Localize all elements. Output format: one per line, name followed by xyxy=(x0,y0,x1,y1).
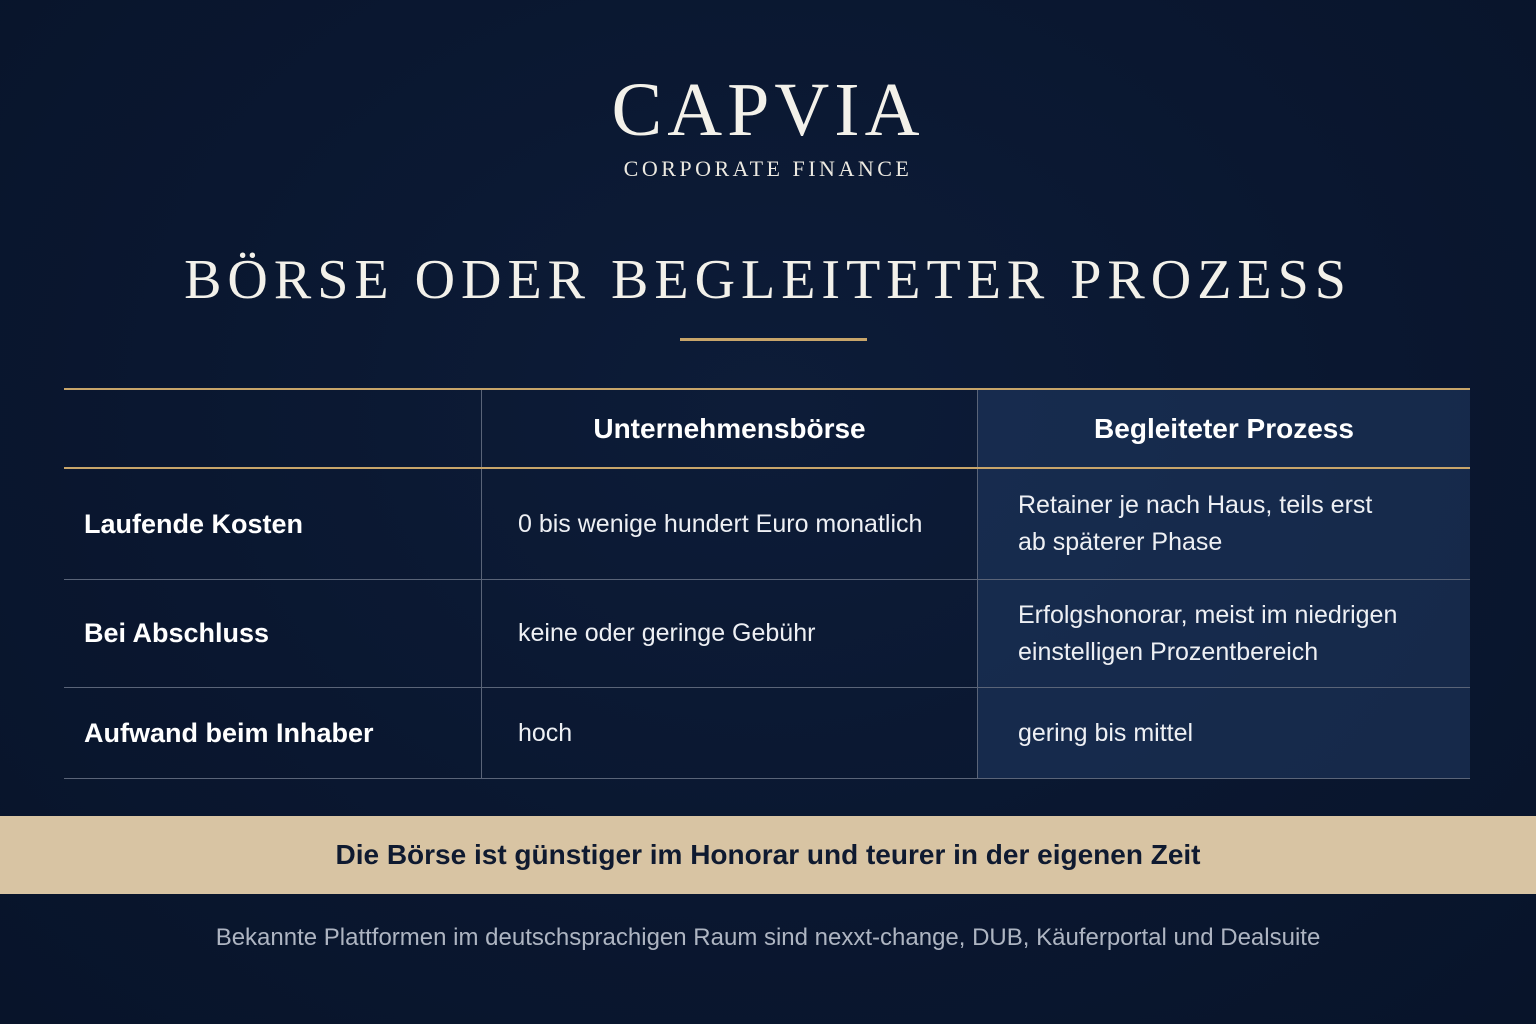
row-value-prozess-line2: einstelligen Prozentbereich xyxy=(1018,637,1319,666)
brand-logo xyxy=(0,70,1536,182)
row-value-prozess xyxy=(977,688,1470,778)
row-value-prozess-line1: Retainer je nach Haus, teils erst xyxy=(1018,491,1373,519)
row-value-prozess-line1: gering bis mittel xyxy=(1018,718,1194,747)
table-row xyxy=(64,469,1470,580)
row-value-prozess-line2: ab späterer Phase xyxy=(1018,528,1223,556)
page-title: BÖRSE ODER BEGLEITETER PROZESS xyxy=(184,249,1352,311)
logo-tagline: CORPORATE FINANCE xyxy=(623,156,913,181)
row-value-boerse: 0 bis wenige hundert Euro monatlich xyxy=(481,469,977,579)
row-label: Aufwand beim Inhaber xyxy=(84,717,374,748)
logo-name: CAPVIA xyxy=(611,68,925,152)
summary-banner: Die Börse ist günstiger im Honorar und teurer in der eigenen Zeit xyxy=(0,816,1536,894)
row-value-boerse: keine oder geringe Gebühr xyxy=(481,580,977,687)
header-begleiteter-prozess: Begleiteter Prozess xyxy=(977,390,1470,467)
row-value-prozess xyxy=(977,580,1470,687)
row-label: Bei Abschluss xyxy=(84,618,270,648)
table-row xyxy=(64,688,1470,779)
row-value-prozess-line1: Erfolgshonorar, meist im niedrigen xyxy=(1018,600,1398,629)
table-header-row xyxy=(64,390,1470,469)
row-label: Laufende Kosten xyxy=(84,508,304,539)
header-empty-cell xyxy=(64,390,481,467)
title-accent-divider xyxy=(680,338,867,341)
header-unternehmensboerse: Unternehmensbörse xyxy=(481,390,977,467)
row-value-boerse: hoch xyxy=(481,688,977,778)
footnote: Bekannte Plattformen im deutschsprachigen Raum sind nexxt-change, DUB, Käuferportal und Dealsuite xyxy=(215,924,1321,951)
comparison-table xyxy=(64,388,1470,779)
table-row xyxy=(64,580,1470,688)
row-value-prozess xyxy=(977,469,1470,579)
